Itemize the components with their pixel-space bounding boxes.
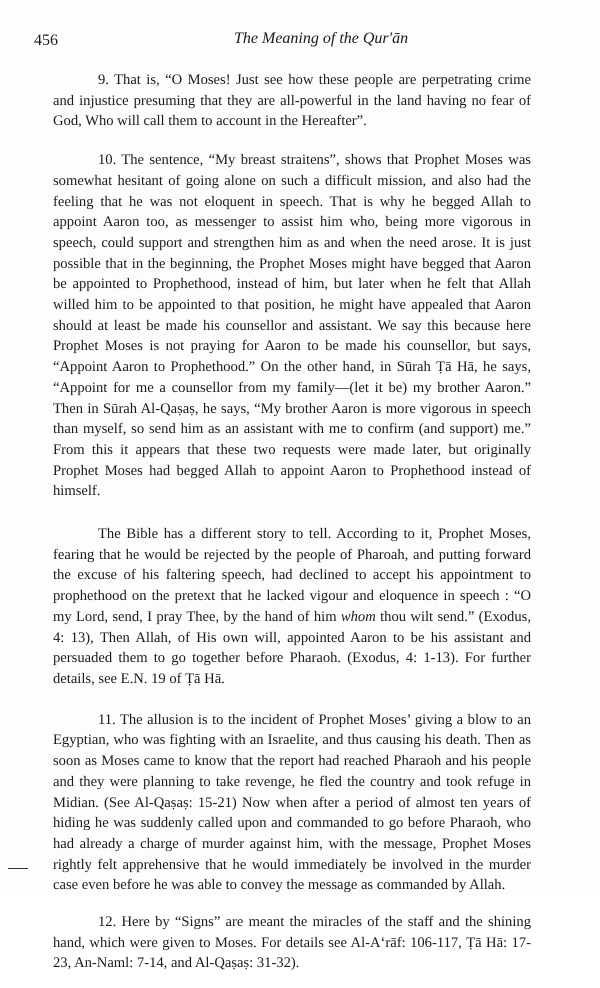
bible-text-after: thou wilt send.” (Exodus, 4: 13), Then Allah, of His own will, appointed Aaron to be his assistant and persuaded them to go together before Pharaoh. (Exodus, 4: 1-13). For further details, see E.N. 19 of Ṭā Hā. — [53, 608, 531, 687]
page-number: 456 — [34, 32, 58, 49]
bible-text-before: The Bible has a different story to tell. According to it, Prophet Moses, fearing that he would be rejected by the people of Pharoah, and putting forward the excuse of his faltering speech, had declined to accept his appointment to prophethood on the pretext that he lacked vigour and eloquence in speech : “O my Lord, send, I pray Thee, by the hand of him — [53, 526, 531, 625]
explanatory-note-11: 11. The allusion is to the incident of Prophet Moses’ giving a blow to an Egyptian, who was fighting with an Israelite, and thus causing his death. Then as soon as Moses came to know that the report had reached Pharaoh and his people and they were planning to take revenge, he fled the country and took refuge in Midian. (See Al-Qaṣaṣ: 15-21) Now when after a period of almost ten years of hiding he was suddenly called upon and commanded to go before Pharaoh, who had already a charge of murder against him, with the message, Prophet Moses rightly felt apprehensive that he would immediately be involved in the murder case even before he was able to convey the message as commanded by Allah. — [53, 711, 531, 894]
running-title: The Meaning of the Qur'ān — [234, 30, 409, 47]
explanatory-note-10: 10. The sentence, “My breast straitens”, shows that Prophet Moses was somewhat hesitant of going alone on such a difficult mission, and also had the feeling that he was not eloquent in speech. That is why he begged Allah to appoint Aaron too, as messenger to assist him who, being more vigorous in speech, could support and strengthen him as and when the need arose. It is just possible that in the beginning, the Prophet Moses might have begged that Aaron be appointed to Prophethood, instead of him, but later when he felt that Allah willed him to be appointed to that position, he might have appealed that Aaron should at least be made his counsellor and assistant. We say this because here Prophet Moses is not praying for Aaron to be made his counsellor, but says, “Appoint Aaron to Prophethood.” On the other hand, in Sūrah Ṭā Hā, he says, “Appoint for me a counsellor from my family—(let it be) my brother Aaron.” Then in Sūrah Al-Qaṣaṣ, he says, “My brother Aaron is more vigorous in speech than myself, so send him as an assistant with me to confirm (and support) me.” From this it appears that these two requests were made later, but originally Prophet Moses had begged Allah to appoint Aaron to Prophethood instead of himself. — [53, 152, 531, 500]
page-header — [34, 26, 574, 50]
explanatory-note-9: 9. That is, “O Moses! Just see how these people are perpetrating crime and injustice presuming that they are all-powerful in the land having no fear of God, Who will call them to account in the Hereafter”. — [53, 72, 531, 130]
page-body — [53, 70, 531, 988]
bible-paragraph — [53, 524, 531, 690]
bible-emphasis: whom — [340, 608, 376, 625]
margin-rule — [8, 868, 28, 869]
explanatory-note-12: 12. Here by “Signs” are meant the miracles of the staff and the shining hand, which were given to Moses. For details see Al-A‘rāf: 106-117, Ṭā Hā: 17-23, An-Naml: 7-14, and Al-Qaṣaṣ: 31-32). — [53, 914, 531, 972]
